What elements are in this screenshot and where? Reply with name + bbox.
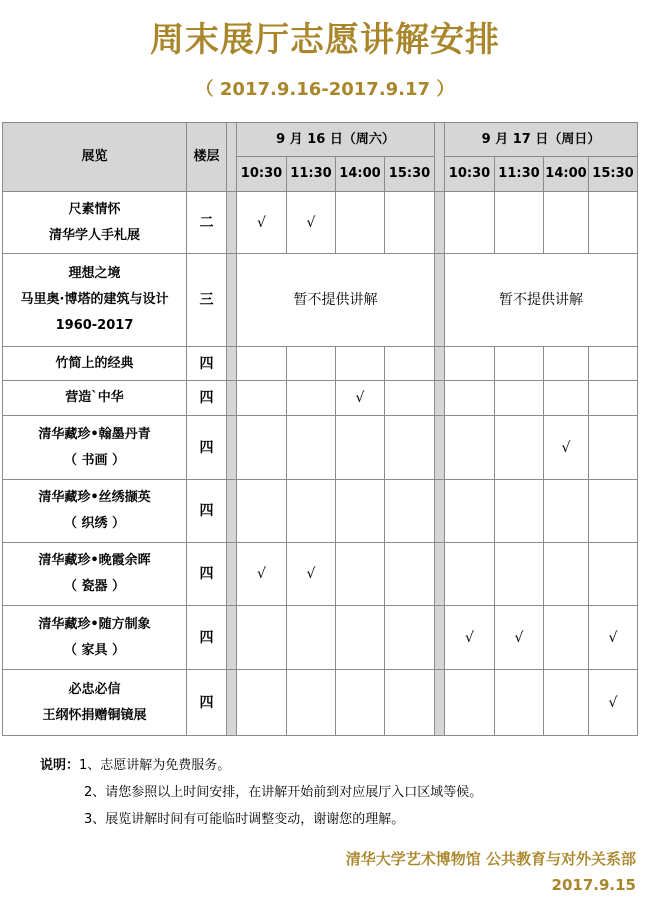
floor-cell: 二 [187, 192, 227, 254]
table-row [3, 543, 638, 606]
column-gap [227, 543, 237, 606]
organization-signature: 清华大学艺术博物馆 公共教育与对外关系部 [345, 850, 636, 868]
column-gap [435, 606, 445, 670]
slot-cell [385, 416, 435, 480]
note-item [40, 752, 482, 779]
floor-cell: 四 [187, 416, 227, 480]
exhibition-name: 必忠必信 王纲怀捐赠铜镜展 [3, 670, 187, 736]
slot-cell [495, 347, 544, 381]
header-time: 10:30 [237, 157, 287, 192]
slot-cell [385, 192, 435, 254]
slot-cell [589, 192, 638, 254]
table-row [3, 606, 638, 670]
floor-cell: 四 [187, 670, 227, 736]
exhibition-name: 竹简上的经典 [3, 347, 187, 381]
column-gap [227, 670, 237, 736]
floor-cell: 四 [187, 543, 227, 606]
slot-cell [445, 416, 495, 480]
table-row [3, 480, 638, 543]
slot-cell [495, 543, 544, 606]
slot-cell [336, 543, 385, 606]
table-row [3, 670, 638, 736]
column-gap [227, 123, 237, 192]
slot-cell [445, 381, 495, 416]
notes-section [40, 752, 482, 833]
slot-cell [237, 480, 287, 543]
slot-cell [287, 606, 336, 670]
slot-cell [385, 480, 435, 543]
slot-cell [385, 543, 435, 606]
issue-date: 2017.9.15 [551, 876, 636, 894]
slot-cell: √ [287, 192, 336, 254]
column-gap [227, 381, 237, 416]
slot-cell [445, 347, 495, 381]
exhibition-name: 营造`中华 [3, 381, 187, 416]
header-time: 14:00 [544, 157, 589, 192]
header-day2: 9 月 17 日（周日） [445, 123, 638, 157]
exhibition-name: 清华藏珍•丝绣撷英 （ 织绣 ） [3, 480, 187, 543]
slot-cell [495, 381, 544, 416]
column-gap [435, 381, 445, 416]
header-time: 11:30 [495, 157, 544, 192]
note-item [40, 779, 482, 806]
slot-cell [544, 480, 589, 543]
slot-cell [589, 381, 638, 416]
header-floor: 楼层 [187, 123, 227, 192]
slot-cell [287, 670, 336, 736]
slot-cell [287, 347, 336, 381]
column-gap [435, 123, 445, 192]
column-gap [435, 543, 445, 606]
slot-cell [445, 670, 495, 736]
slot-cell: √ [287, 543, 336, 606]
slot-cell [495, 192, 544, 254]
table-row [3, 254, 638, 347]
slot-cell [336, 606, 385, 670]
slot-cell [495, 670, 544, 736]
slot-cell [589, 543, 638, 606]
slot-cell [544, 347, 589, 381]
table-row [3, 192, 638, 254]
table-row [3, 416, 638, 480]
table-row [3, 347, 638, 381]
slot-cell [544, 670, 589, 736]
column-gap [227, 606, 237, 670]
slot-cell [336, 416, 385, 480]
column-gap [435, 192, 445, 254]
note-text: 3、展览讲解时间有可能临时调整变动，谢谢您的理解。 [84, 812, 405, 827]
slot-cell [237, 381, 287, 416]
slot-cell [495, 416, 544, 480]
column-gap [227, 192, 237, 254]
header-day1: 9 月 16 日（周六） [237, 123, 435, 157]
header-exhibition: 展览 [3, 123, 187, 192]
column-gap [435, 416, 445, 480]
no-service-note: 暂不提供讲解 [445, 254, 638, 347]
exhibition-name: 清华藏珍•翰墨丹青 （ 书画 ） [3, 416, 187, 480]
slot-cell [237, 416, 287, 480]
slot-cell [589, 416, 638, 480]
table-row [3, 381, 638, 416]
slot-cell [336, 670, 385, 736]
note-text: 1、志愿讲解为免费服务。 [79, 758, 231, 773]
slot-cell: √ [589, 606, 638, 670]
slot-cell [445, 543, 495, 606]
slot-cell: √ [237, 192, 287, 254]
slot-cell [237, 606, 287, 670]
floor-cell: 四 [187, 606, 227, 670]
column-gap [435, 670, 445, 736]
slot-cell: √ [445, 606, 495, 670]
slot-cell [385, 606, 435, 670]
slot-cell [589, 347, 638, 381]
slot-cell [237, 670, 287, 736]
slot-cell [544, 606, 589, 670]
page-title: 周末展厅志愿讲解安排 [150, 20, 500, 60]
floor-cell: 四 [187, 347, 227, 381]
slot-cell [287, 416, 336, 480]
header-time: 15:30 [385, 157, 435, 192]
header-time: 11:30 [287, 157, 336, 192]
slot-cell [495, 480, 544, 543]
exhibition-name: 清华藏珍•晚霞余晖 （ 瓷器 ） [3, 543, 187, 606]
slot-cell [385, 670, 435, 736]
slot-cell [287, 381, 336, 416]
slot-cell [445, 192, 495, 254]
floor-cell: 四 [187, 381, 227, 416]
slot-cell [544, 192, 589, 254]
column-gap [435, 347, 445, 381]
slot-cell [287, 480, 336, 543]
notes-label: 说明： [40, 758, 80, 773]
header-time: 14:00 [336, 157, 385, 192]
slot-cell [544, 543, 589, 606]
schedule-table [2, 122, 638, 736]
column-gap [227, 254, 237, 347]
exhibition-name: 理想之境 马里奥·博塔的建筑与设计 1960-2017 [3, 254, 187, 347]
header-time: 10:30 [445, 157, 495, 192]
column-gap [227, 347, 237, 381]
slot-cell: √ [589, 670, 638, 736]
note-item [40, 806, 482, 833]
slot-cell: √ [237, 543, 287, 606]
column-gap [227, 416, 237, 480]
floor-cell: 三 [187, 254, 227, 347]
slot-cell [336, 347, 385, 381]
note-text: 2、请您参照以上时间安排，在讲解开始前到对应展厅入口区域等候。 [84, 785, 483, 800]
slot-cell: √ [544, 416, 589, 480]
no-service-note: 暂不提供讲解 [237, 254, 435, 347]
column-gap [435, 480, 445, 543]
slot-cell: √ [336, 381, 385, 416]
header-time: 15:30 [589, 157, 638, 192]
exhibition-name: 清华藏珍•随方制象 （ 家具 ） [3, 606, 187, 670]
slot-cell [336, 192, 385, 254]
slot-cell [589, 480, 638, 543]
exhibition-name: 尺素情怀 清华学人手札展 [3, 192, 187, 254]
date-range-subtitle: （ 2017.9.16-2017.9.17 ） [195, 79, 455, 100]
slot-cell [385, 347, 435, 381]
slot-cell [336, 480, 385, 543]
slot-cell [544, 381, 589, 416]
slot-cell: √ [495, 606, 544, 670]
column-gap [435, 254, 445, 347]
floor-cell: 四 [187, 480, 227, 543]
slot-cell [445, 480, 495, 543]
slot-cell [385, 381, 435, 416]
column-gap [227, 480, 237, 543]
slot-cell [237, 347, 287, 381]
